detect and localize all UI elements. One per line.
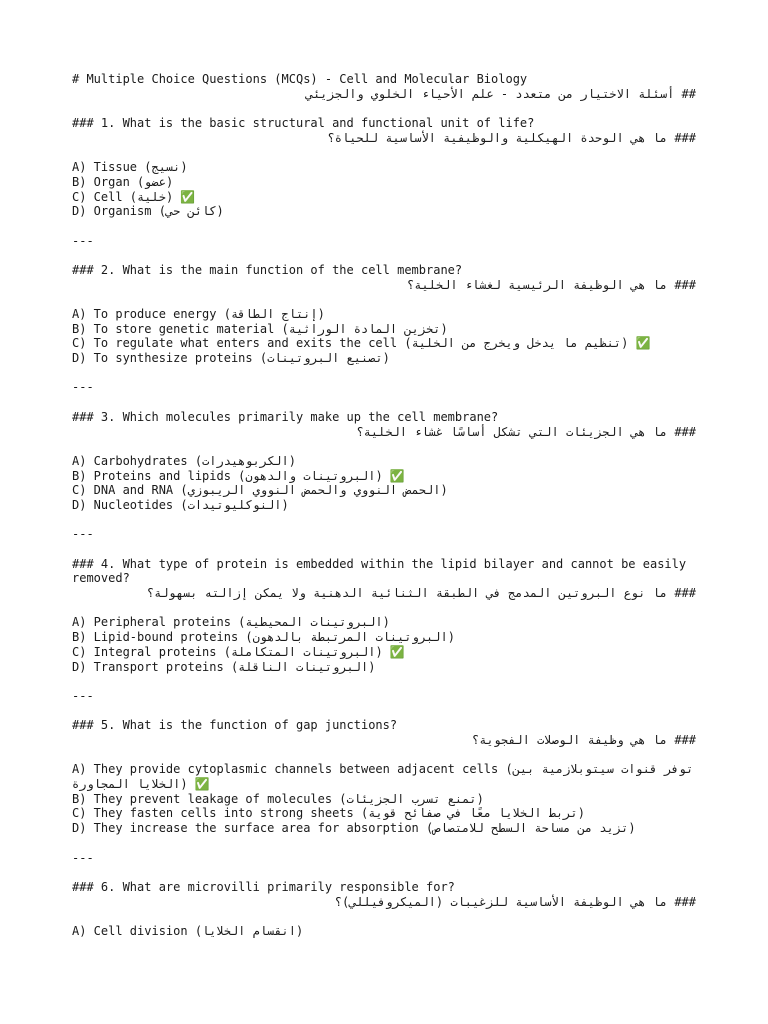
question-text-arabic: ### ما هي الوحدة الهيكلية والوظيفية الأساسية للحياة؟ [327, 130, 696, 145]
question-block [72, 557, 696, 675]
spacer [72, 674, 696, 689]
option-b: B) Proteins and lipids (البروتينات والدهون) ✅ [72, 468, 405, 483]
question-text: ### 2. What is the main function of the cell membrane? [72, 262, 463, 277]
document-title: # Multiple Choice Questions (MCQs) - Cell and Molecular Biology [72, 72, 528, 86]
question-block [72, 880, 696, 939]
question-text: ### 5. What is the function of gap junctions? [72, 718, 398, 733]
spacer [72, 909, 696, 924]
question-block [72, 116, 696, 219]
question-block [72, 718, 701, 836]
question-text: ### 4. What type of protein is embedded within the lipid bilayer and cannot be easily removed? [72, 556, 694, 586]
question-text-arabic: ### ما هي وظيفة الوصلات الفجوية؟ [472, 732, 696, 747]
option-c: C) Cell (خلية) ✅ [72, 189, 196, 204]
question-text: ### 3. Which molecules primarily make up the cell membrane? [72, 409, 499, 424]
spacer [72, 248, 696, 263]
option-c: C) They fasten cells into strong sheets (تربط الخلايا معًا في صفائح قوية) [72, 806, 585, 821]
option-d: D) They increase the surface area for absorption (تزيد من مساحة السطح للامتصاص) [72, 821, 636, 836]
option-b: B) They prevent leakage of molecules (تمنع تسرب الجزيئات) [72, 791, 484, 806]
spacer [72, 395, 696, 410]
question-text-arabic: ### ما هي الوظيفة الأساسية للزغيبات (الميكروفيللي)؟ [334, 894, 696, 909]
option-d: D) Organism (كائن حي) [72, 204, 224, 219]
question-text-arabic: ### ما هي الوظيفة الرئيسية لغشاء الخلية؟ [407, 277, 696, 292]
option-a: A) They provide cytoplasmic channels between adjacent cells (توفر قنوات سيتوبلازمية بين الخلايا المجاورة) ✅ [72, 762, 701, 792]
question-text: ### 1. What is the basic structural and functional unit of life? [72, 116, 535, 131]
spacer [72, 704, 696, 719]
option-a: A) To produce energy (إنتاج الطاقة) [72, 307, 325, 321]
spacer [72, 836, 696, 851]
question-block [72, 263, 696, 366]
spacer [72, 145, 696, 160]
option-d: D) Transport proteins (البروتينات الناقلة) [72, 659, 376, 674]
document-title-arabic: ## أسئلة الاختيار من متعدد - علم الأحياء الخلوي والجزيئي [305, 86, 696, 101]
spacer [72, 601, 696, 616]
separator: --- [72, 688, 94, 703]
separator: --- [72, 850, 94, 865]
question-text: ### 6. What are microvilli primarily responsible for? [72, 879, 455, 894]
spacer [72, 366, 696, 381]
separator: --- [72, 527, 94, 542]
question-block [72, 410, 696, 513]
option-d: D) Nucleotides (النوكليوتيدات) [72, 497, 289, 512]
option-c: C) DNA and RNA (الحمض النووي والحمض النووي الريبوزي) [72, 483, 448, 498]
spacer [72, 101, 696, 116]
option-b: B) Lipid-bound proteins (البروتينات المرتبطة بالدهون) [72, 630, 455, 645]
option-a: A) Cell division (انقسام الخلايا) [72, 923, 304, 938]
question-text-arabic: ### ما نوع البروتين المدمج في الطبقة الثنائية الدهنية ولا يمكن إزالته بسهولة؟ [146, 586, 696, 601]
option-a: A) Carbohydrates (الكربوهيدرات) [72, 453, 296, 468]
separator: --- [72, 233, 94, 248]
spacer [72, 219, 696, 234]
option-b: B) To store genetic material (تخزين المادة الوراثية) [72, 321, 448, 336]
option-a: A) Peripheral proteins (البروتينات المحيطية) [72, 615, 390, 630]
spacer [72, 292, 696, 307]
spacer [72, 542, 696, 557]
option-c: C) To regulate what enters and exits the cell (تنظيم ما يدخل ويخرج من الخلية) ✅ [72, 336, 651, 351]
question-text-arabic: ### ما هي الجزيئات التي تشكل أساسًا غشاء الخلية؟ [356, 424, 696, 439]
separator: --- [72, 380, 94, 395]
spacer [72, 748, 696, 763]
option-a: A) Tissue (نسيج) [72, 160, 188, 175]
spacer [72, 513, 696, 528]
spacer [72, 439, 696, 454]
option-d: D) To synthesize proteins (تصنيع البروتينات) [72, 351, 390, 366]
option-b: B) Organ (عضو) [72, 174, 174, 189]
spacer [72, 865, 696, 880]
option-c: C) Integral proteins (البروتينات المتكاملة) ✅ [72, 644, 405, 659]
